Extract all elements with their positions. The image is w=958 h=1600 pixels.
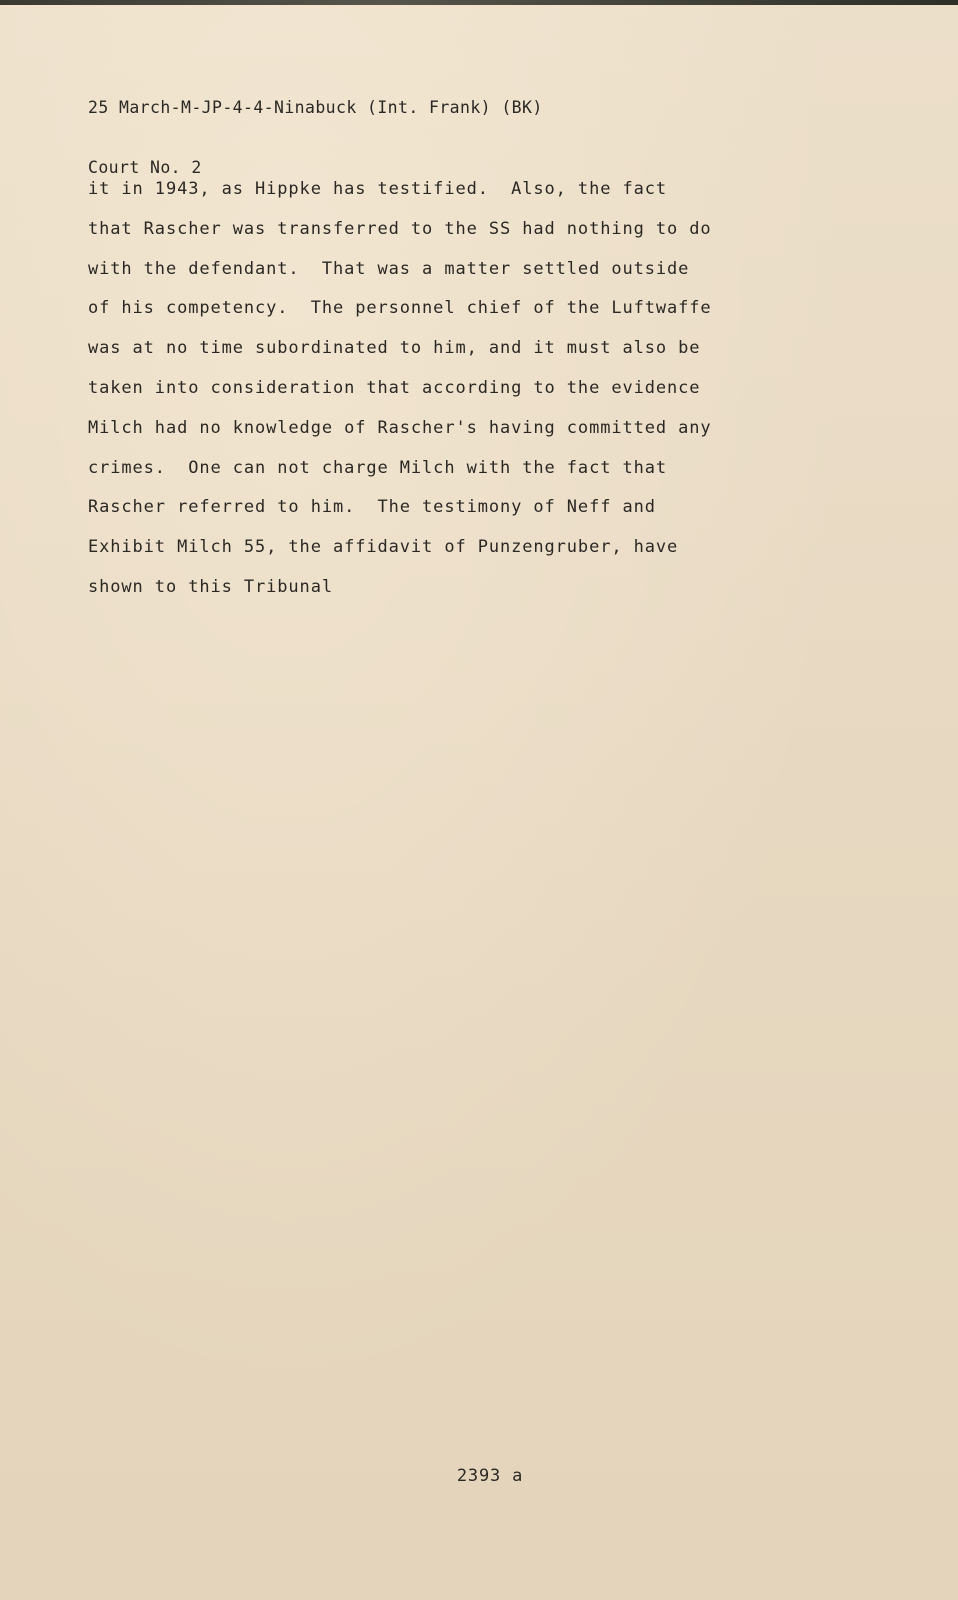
- header-line-court: Court No. 2: [88, 158, 202, 177]
- header-line-session: 25 March-M-JP-4-4-Ninabuck (Int. Frank) (BK): [88, 98, 543, 117]
- body-line: with the defendant. That was a matter settled outside: [88, 258, 690, 279]
- body-line: of his competency. The personnel chief of the Luftwaffe: [88, 298, 712, 319]
- body-line: it in 1943, as Hippke has testified. Also, the fact: [88, 179, 668, 199]
- body-line: shown to this Tribunal: [88, 576, 333, 597]
- body-line: was at no time subordinated to him, and it must also be: [88, 338, 701, 359]
- body-line: Milch had no knowledge of Rascher's having committed any: [88, 417, 712, 438]
- body-line: Rascher referred to him. The testimony of Neff and: [88, 497, 656, 518]
- body-line: taken into consideration that according to the evidence: [88, 377, 701, 398]
- transcript-body: [88, 177, 888, 615]
- body-line: crimes. One can not charge Milch with the fact that: [88, 457, 668, 478]
- body-line: that Rascher was transferred to the SS had nothing to do: [88, 218, 712, 239]
- page-top-edge: [0, 0, 958, 5]
- page-number: 2393 a: [456, 1466, 524, 1486]
- body-line: Exhibit Milch 55, the affidavit of Punzengruber, have: [88, 537, 679, 558]
